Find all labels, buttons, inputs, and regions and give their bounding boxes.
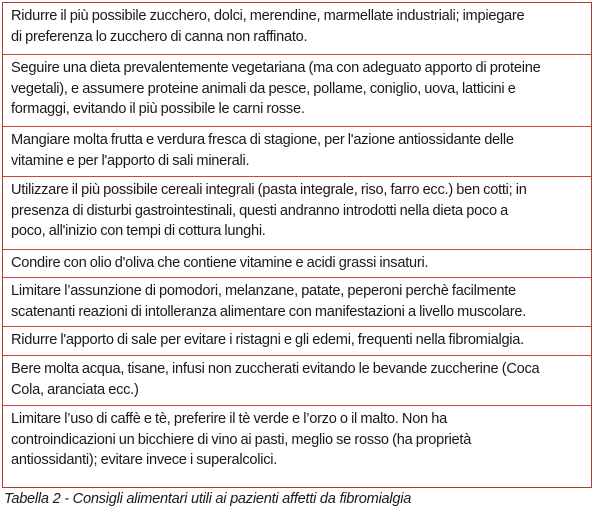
row-text-line: Mangiare molta frutta e verdura fresca di stagione, per l'azione antiossidante delle [11,132,514,148]
table-row [3,177,591,250]
row-text-line: Condire con olio d'oliva che contiene vitamine e acidi grassi insaturi. [11,255,429,271]
row-text-line: vitamine e per l'apporto di sali minerali. [11,152,250,169]
table-row [3,278,591,327]
table-row [3,406,591,487]
table-row [3,3,591,55]
row-text-line: Limitare l’uso di caffè e tè, preferire il tè verde e l’orzo o il malto. Non ha [11,411,447,427]
row-text-line: Ridurre il più possibile zucchero, dolci, merendine, marmellate industriali; impiegare [11,8,525,24]
row-text-line: controindicazioni un bicchiere di vino ai pasti, meglio se rosso (ha proprietà [11,431,472,448]
row-text-line: Utilizzare il più possibile cereali integrali (pasta integrale, riso, farro ecc.) ben cotti; in [11,182,527,198]
row-text-line: Bere molta acqua, tisane, infusi non zuccherati evitando le bevande zuccherine (Coca [11,361,540,377]
table-row [3,356,591,406]
row-text-line: scatenanti reazioni di intolleranza alimentare con manifestazioni a livello muscolare. [11,303,527,320]
row-text-line: Cola, aranciata ecc.) [11,381,139,398]
row-text-line: formaggi, evitando il più possibile le carni rosse. [11,101,305,117]
table-row [3,55,591,127]
row-text-line: poco, all'inizio con tempi di cottura lunghi. [11,223,266,239]
row-text-line: vegetali), e assumere proteine animali da pesce, pollame, coniglio, uova, latticini e [11,80,516,97]
row-text-line: di preferenza lo zucchero di canna non raffinato. [11,28,308,45]
table-caption: Tabella 2 - Consigli alimentari utili ai pazienti affetti da fibromialgia [4,491,412,507]
advice-table [2,2,592,488]
row-text-line: Seguire una dieta prevalentemente vegetariana (ma con adeguato apporto di proteine [11,60,541,76]
row-text-line: antiossidanti); evitare invece i superalcolici. [11,452,278,468]
table-row [3,127,591,177]
row-text-line: Ridurre l'apporto di sale per evitare i ristagni e gli edemi, frequenti nella fibromialgia. [11,332,524,348]
row-text-line: presenza di disturbi gastrointestinali, questi andranno introdotti nella dieta poco a [11,202,509,219]
row-text-line: Limitare l’assunzione di pomodori, melanzane, patate, peperoni perchè facilmente [11,283,516,299]
table-row [3,327,591,356]
table-row [3,250,591,278]
